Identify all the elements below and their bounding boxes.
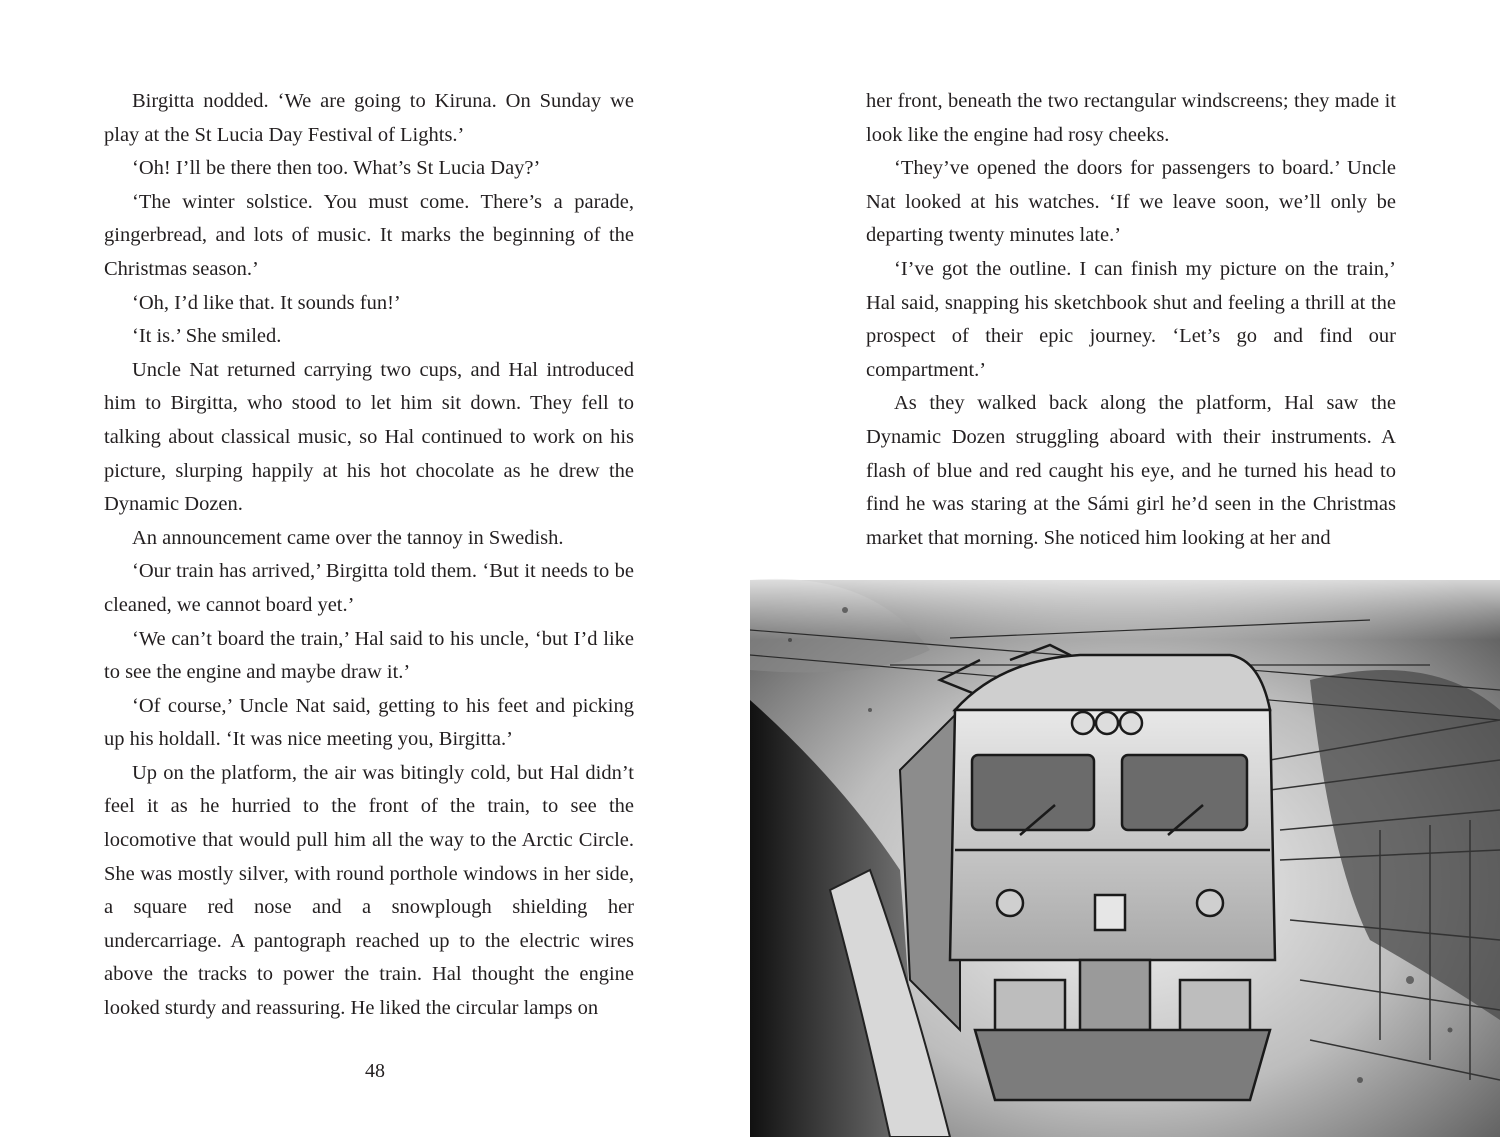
paragraph: ‘The winter solstice. You must come. There’s a parade, gingerbread, and lots of music. It marks the beginning of the Christmas season.’ [104,190,634,280]
nose-plate [1095,895,1125,930]
paragraph: ‘It is.’ She smiled. [132,325,282,348]
paragraph: Birgitta nodded. ‘We are going to Kiruna. On Sunday we play at the St Lucia Day Festival of Lights.’ [104,90,634,146]
paragraph: As they walked back along the platform, Hal saw the Dynamic Dozen struggling aboard with their instruments. A flash of blue and red caught his eye, and he turned his head to find he was staring at the Sámi girl he’d seen in the Christmas market that morning. She noticed him looking at her and [866,392,1396,549]
paragraph: ‘Our train has arrived,’ Birgitta told them. ‘But it needs to be cleaned, we cannot board yet.’ [104,560,634,616]
paragraph: ‘Oh, I’d like that. It sounds fun!’ [132,291,401,314]
top-fade [750,560,1500,640]
paragraph: ‘I’ve got the outline. I can finish my picture on the train,’ Hal said, snapping his sketchbook shut and feeling a thrill at the prospect of their epic journey. ‘Let’s go and find our compartment.’ [866,257,1396,381]
paragraph: ‘They’ve opened the doors for passengers to board.’ Uncle Nat looked at his watches. ‘If we leave soon, we’ll only be departing twenty minutes late.’ [866,157,1396,247]
left-page-text [104,85,634,1026]
paragraph-continuation: her front, beneath the two rectangular windscreens; they made it look like the engine had rosy cheeks. [866,90,1396,146]
windscreen-right [1122,755,1247,830]
windscreen-left [972,755,1094,830]
snowplough [975,1030,1270,1100]
front-lamp-right [1197,890,1223,916]
right-page [750,0,1500,1137]
paragraph: ‘We can’t board the train,’ Hal said to his uncle, ‘but I’d like to see the engine and maybe draw it.’ [104,627,634,684]
top-lamp [1120,712,1142,734]
coupler [1080,960,1150,1030]
front-lamp-left [997,890,1023,916]
locomotive [940,645,1275,1100]
buffer-right [1180,980,1250,1030]
right-page-text [866,85,1396,555]
paragraph: Uncle Nat returned carrying two cups, and Hal introduced him to Birgitta, who stood to let him sit down. They fell to talking about classical music, so Hal continued to work on his picture, slurping happily at his hot chocolate as he drew the Dynamic Dozen. [104,358,634,516]
paragraph: An announcement came over the tannoy in Swedish. [132,526,564,549]
top-lamp [1072,712,1094,734]
train-illustration [750,560,1500,1137]
paragraph: ‘Oh! I’ll be there then too. What’s St Lucia Day?’ [132,157,541,180]
top-lamp [1096,712,1118,734]
page-number: 48 [365,1060,385,1082]
buffer-left [995,980,1065,1030]
locomotive-sketch [750,560,1500,1137]
paragraph: Up on the platform, the air was bitingly cold, but Hal didn’t feel it as he hurried to the front of the train, to see the locomotive that would pull him all the way to the Arctic Circle. She was mostly silver, with round porthole windows in her side, a square red nose and a snowplough shielding her undercarriage. A pantograph reached up to the electric wires above the tracks to power the train. Hal thought the engine looked sturdy and reassuring. He liked the circular lamps on [104,761,634,1020]
paragraph: ‘Of course,’ Uncle Nat said, getting to his feet and picking up his holdall. ‘It was nice meeting you, Birgitta.’ [104,694,634,751]
